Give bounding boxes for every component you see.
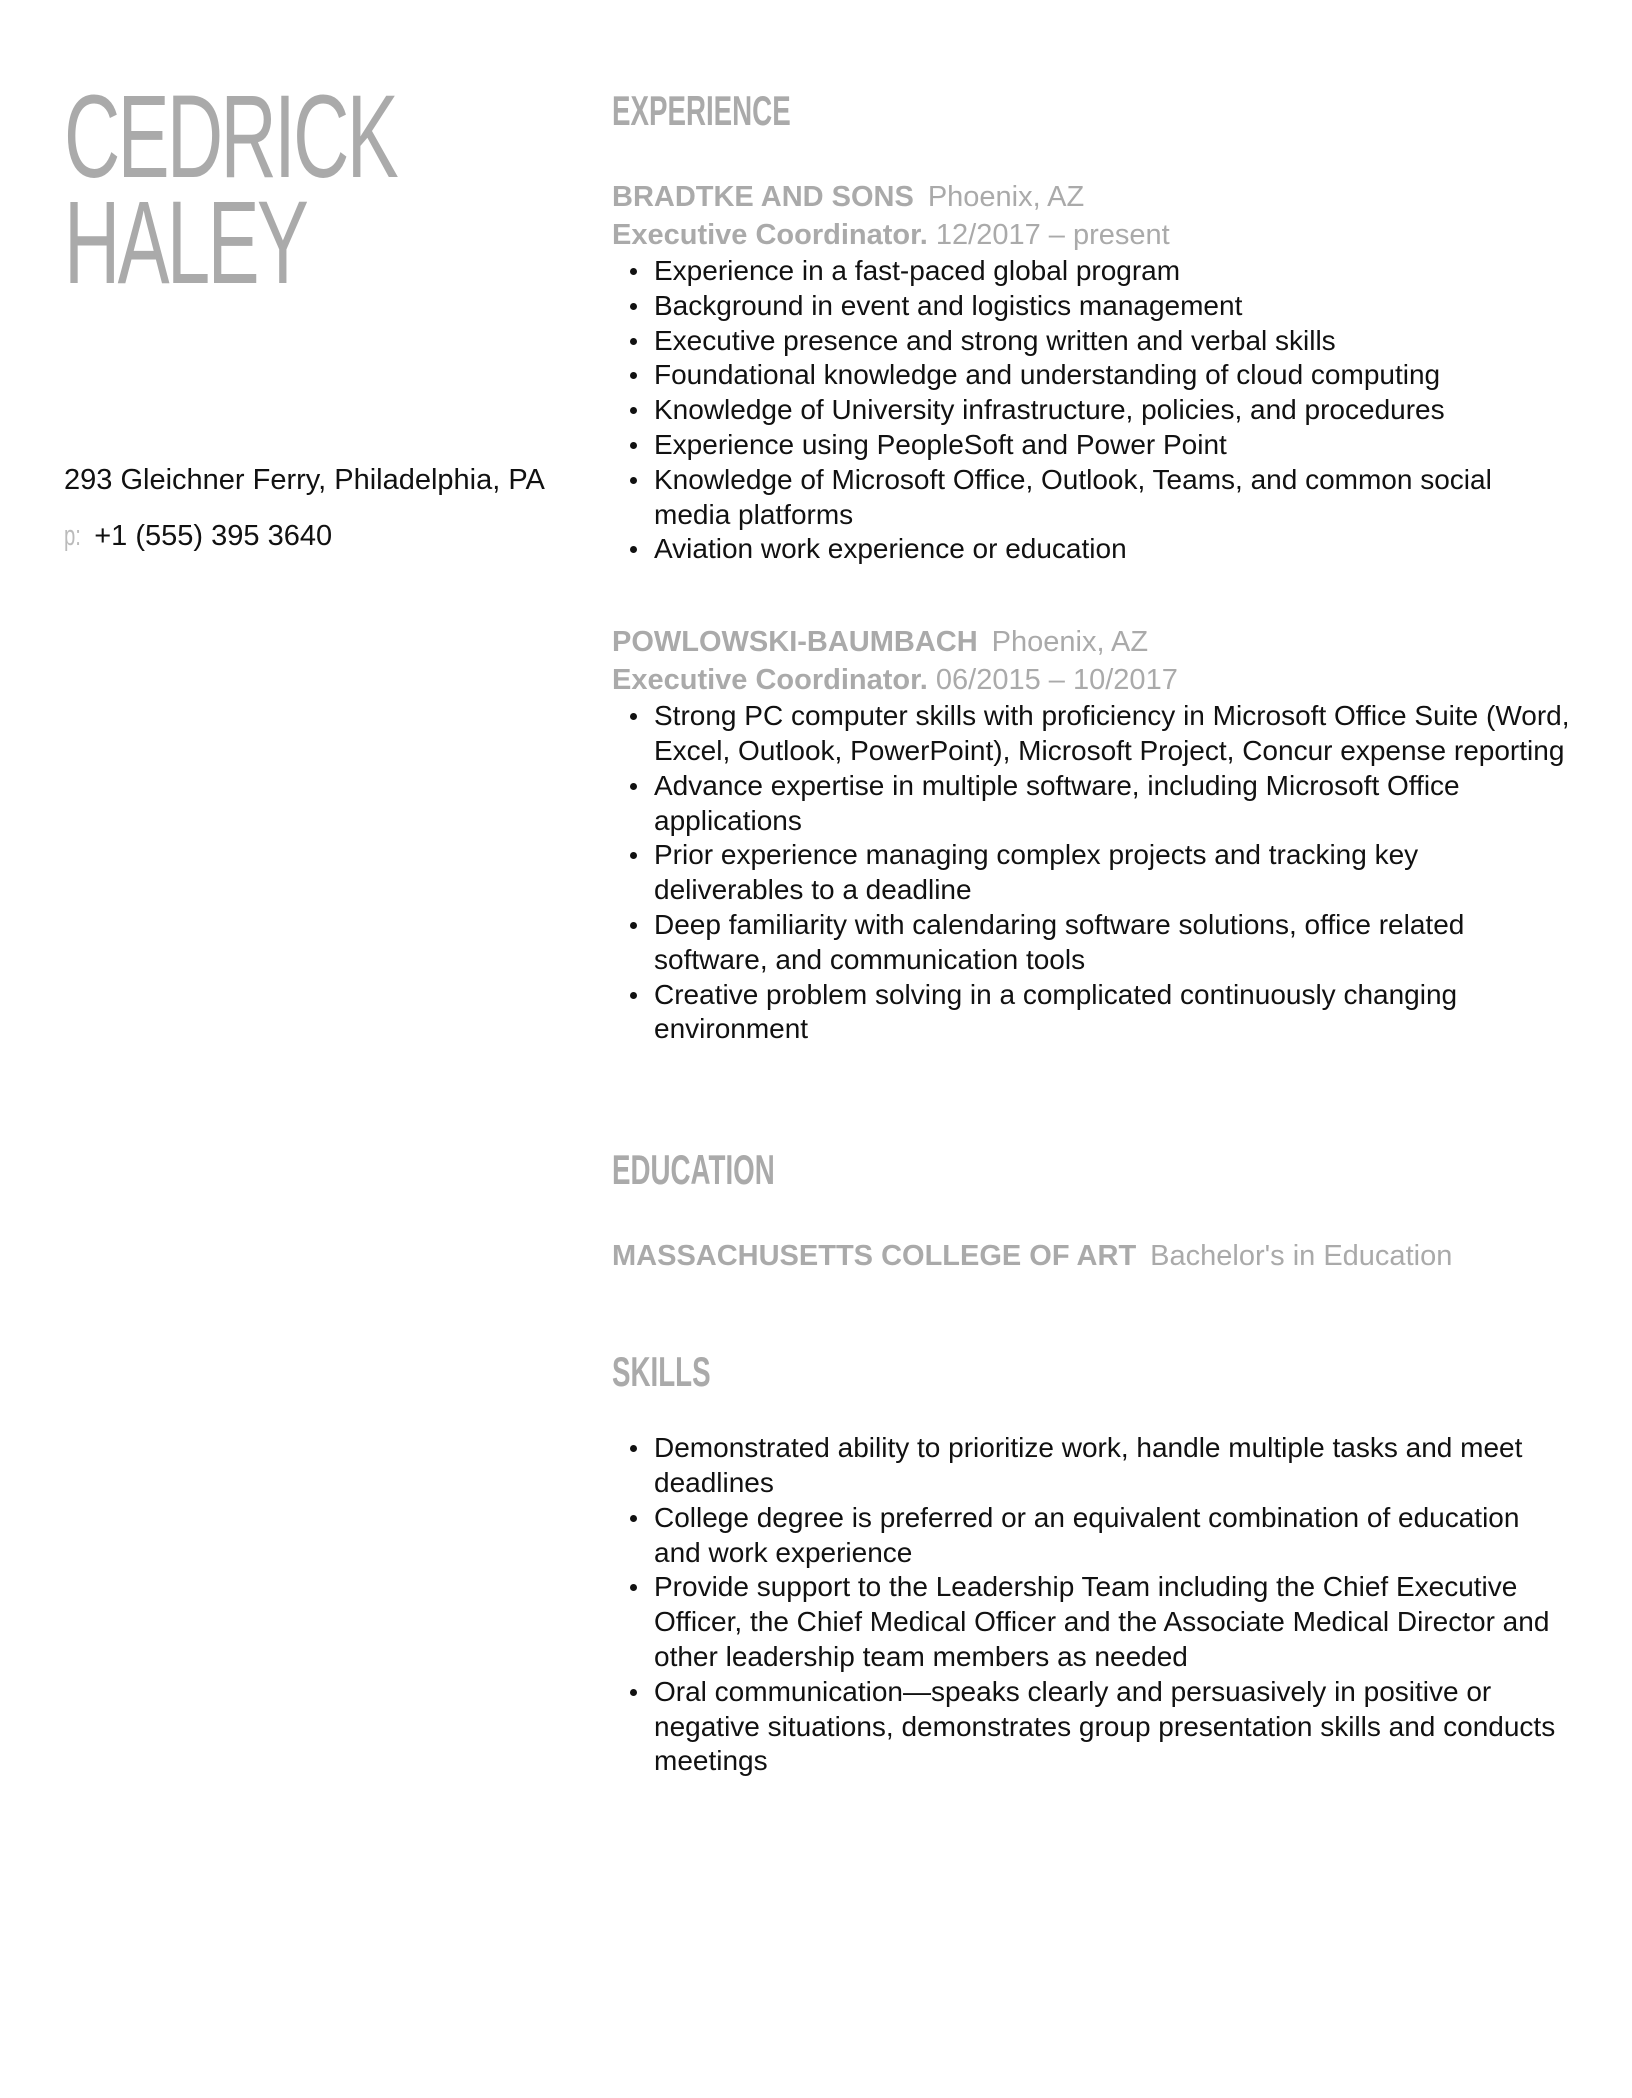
phone-number: +1 (555) 395 3640 [94, 520, 333, 552]
education-degree: Bachelor's in Education [1150, 1240, 1453, 1273]
education-entry [612, 1237, 1572, 1275]
bullet-item: Creative problem solving in a complicated continuously changing environment [654, 978, 1572, 1048]
bullet-item: Knowledge of University infrastructure, policies, and procedures [654, 393, 1572, 428]
last-name: HALEY [64, 177, 307, 309]
job-company: BRADTKE AND SONS [612, 181, 914, 213]
bullet-item: Knowledge of Microsoft Office, Outlook, Teams, and common social media platforms [654, 463, 1572, 533]
experience-section [612, 84, 1572, 1047]
bullet-item: Executive presence and strong written and verbal skills [654, 324, 1572, 359]
bullet-item: Aviation work experience or education [654, 532, 1572, 567]
bullet-item: Oral communication—speaks clearly and persuasively in positive or negative situations, demonstrates group presentation skills and conducts meetings [654, 1675, 1572, 1779]
experience-title: EXPERIENCE [612, 87, 791, 134]
education-school: MASSACHUSETTS COLLEGE OF ART [612, 1240, 1137, 1273]
contact-info [64, 462, 584, 554]
job-role-line [612, 216, 1572, 254]
candidate-name [64, 71, 544, 309]
bullet-item: Experience in a fast-paced global program [654, 254, 1572, 289]
bullet-item: Provide support to the Leadership Team including the Chief Executive Officer, the Chief Medical Officer and the Associate Medical Director and other leadership team members as needed [654, 1570, 1572, 1674]
job-dates: 12/2017 – present [935, 219, 1170, 251]
job-location: Phoenix, AZ [991, 626, 1149, 659]
bullet-item: Deep familiarity with calendaring software solutions, office related software, and communication tools [654, 908, 1572, 978]
job-location: Phoenix, AZ [927, 181, 1085, 213]
phone-row [64, 518, 584, 554]
bullet-item: Experience using PeopleSoft and Power Point [654, 428, 1572, 463]
main-column [612, 84, 1572, 1779]
bullet-item: Background in event and logistics management [654, 289, 1572, 324]
phone-prefix: p: [64, 520, 81, 552]
bullet-item: College degree is preferred or an equivalent combination of education and work experience [654, 1501, 1572, 1571]
education-title: EDUCATION [612, 1146, 775, 1194]
job-entry [612, 623, 1572, 1047]
job-role: Executive Coordinator. [612, 664, 928, 697]
job-role-line [612, 661, 1572, 699]
bullet-item: Strong PC computer skills with proficiency in Microsoft Office Suite (Word, Excel, Outlook, PowerPoint), Microsoft Project, Concur expense reporting [654, 699, 1572, 769]
skills-section [612, 1345, 1572, 1779]
bullet-item: Foundational knowledge and understanding of cloud computing [654, 358, 1572, 393]
address: 293 Gleichner Ferry, Philadelphia, PA [64, 464, 545, 496]
job-bullets [612, 254, 1572, 567]
skills-title: SKILLS [612, 1348, 711, 1396]
job-role: Executive Coordinator. [612, 219, 928, 251]
bullet-item: Demonstrated ability to prioritize work, handle multiple tasks and meet deadlines [654, 1431, 1572, 1501]
bullet-item: Advance expertise in multiple software, including Microsoft Office applications [654, 769, 1572, 839]
education-section [612, 1143, 1572, 1275]
first-name: CEDRICK [64, 71, 397, 203]
job-company: POWLOWSKI-BAUMBACH [612, 626, 978, 659]
job-header [612, 178, 1572, 216]
job-header [612, 623, 1572, 661]
job-entry [612, 178, 1572, 567]
skills-bullets [612, 1431, 1572, 1779]
job-dates: 06/2015 – 10/2017 [935, 664, 1178, 697]
bullet-item: Prior experience managing complex projects and tracking key deliverables to a deadline [654, 838, 1572, 908]
job-bullets [612, 699, 1572, 1047]
